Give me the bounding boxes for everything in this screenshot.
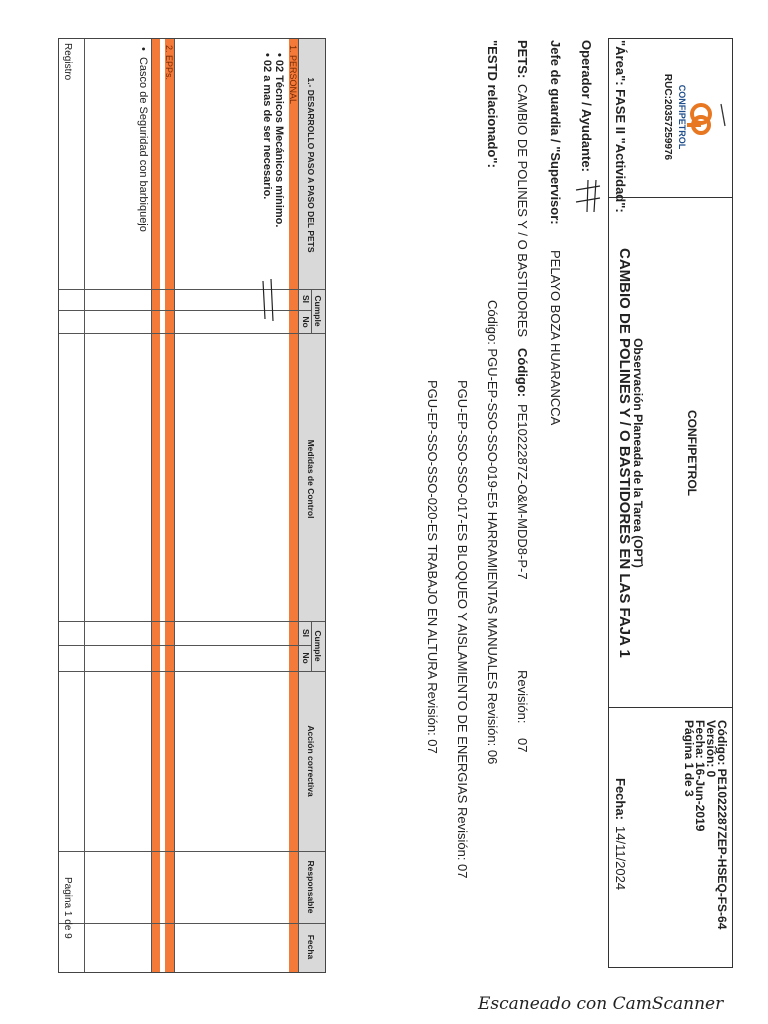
activity-title: CAMBIO DE POLINES Y / O BASTIDORES EN LAS FAJA 1 — [616, 248, 633, 658]
col-cumple2-header: Cumple — [313, 630, 323, 662]
camscanner-watermark: Escaneado con CamScanner — [478, 994, 724, 1014]
area-label: "Área": FASE II "Actividad": — [613, 40, 628, 213]
codigo-value: PE1022287Z-O&M-MDD8-P-7 — [515, 404, 530, 580]
doc-code: Código: PE1022287ZEP-HSEQ-FS-64 — [715, 720, 729, 930]
logo-text: CONFIPETROL — [677, 84, 687, 150]
company-name: CONFIPETROL — [685, 410, 699, 496]
jefe-label: Jefe de guardia / "Supervisor: — [548, 40, 563, 225]
confipetrol-logo-icon — [685, 96, 729, 140]
ruc: RUC:20357259976 — [662, 73, 673, 161]
doc-version: Versión: 0 — [704, 720, 718, 778]
fecha-value: 14/11/2024 — [613, 826, 628, 891]
operador-label: Operador / Ayudante: — [579, 40, 594, 172]
orange-row-3 — [152, 39, 160, 972]
list-item: • 02 a mas de ser necesario. — [261, 53, 273, 200]
col-step-header: 1.- DESARROLLO PASO A PASO DEL PETS — [306, 77, 316, 253]
estd-label: "ESTD relacionado": — [485, 40, 500, 168]
codigo-label: Código: — [515, 348, 530, 398]
signature-mark-icon — [574, 176, 602, 216]
col-cumple-header: Cumple — [313, 295, 323, 327]
col-responsable-header: Responsable — [306, 860, 316, 914]
list-item: • 02 Técnicos Mecánicos mínimo. — [273, 53, 285, 228]
section-epps: 2. EPPs. — [164, 45, 174, 81]
estd-line-2: PGU-EP-SSO-SSO-017-ES BLOQUEO Y AISLAMIENTO DE ENERGIAS Revisión: 07 — [455, 380, 470, 879]
footer-page: Pagina 1 de 9 — [62, 877, 73, 939]
pets-value: CAMBIO DE POLINES Y / O BASTIDORES — [515, 84, 530, 338]
list-item: • Casco de Seguridad con barbiquejo — [137, 47, 149, 232]
doc-page: Página 1 de 3 — [682, 720, 696, 797]
col-no2-header: No — [301, 652, 311, 664]
pets-label: PETS: — [515, 40, 530, 79]
revision-value: 07 — [515, 738, 530, 753]
col-si-header: SI — [301, 294, 311, 304]
doc-date: Fecha: 16-Jun-2019 — [693, 720, 707, 832]
checklist-table — [58, 38, 326, 973]
col-accion-header: Acción correctiva — [306, 725, 316, 797]
fecha-label: Fecha: — [613, 778, 628, 820]
doc-type: Observación Planeada de la Tarea (OPT) — [631, 338, 645, 568]
handwritten-check-icon — [251, 275, 281, 325]
estd-line-1: Código: PGU-EP-SSO-SSO-019-E5 HARRAMIENTAS MANUALES Revisión: 06 — [485, 300, 500, 765]
bullet-list-personal — [261, 53, 285, 227]
col-medidas-header: Medidas de Control — [306, 439, 316, 519]
col-no-header: No — [301, 316, 311, 328]
revision-label: Revisión: — [515, 670, 530, 724]
estd-line-3: PGU-EP-SSO-SSO-020-ES TRABAJO EN ALTURA Revisión: 07 — [425, 380, 440, 754]
col-si2-header: SI — [301, 628, 311, 638]
col-fecha-header: Fecha — [306, 934, 316, 960]
section-personal: 1. PERSONAL — [288, 45, 298, 105]
footer-registro: Registro — [62, 43, 73, 81]
jefe-value: PELAYO BOZA HUARANCCA — [548, 250, 563, 426]
